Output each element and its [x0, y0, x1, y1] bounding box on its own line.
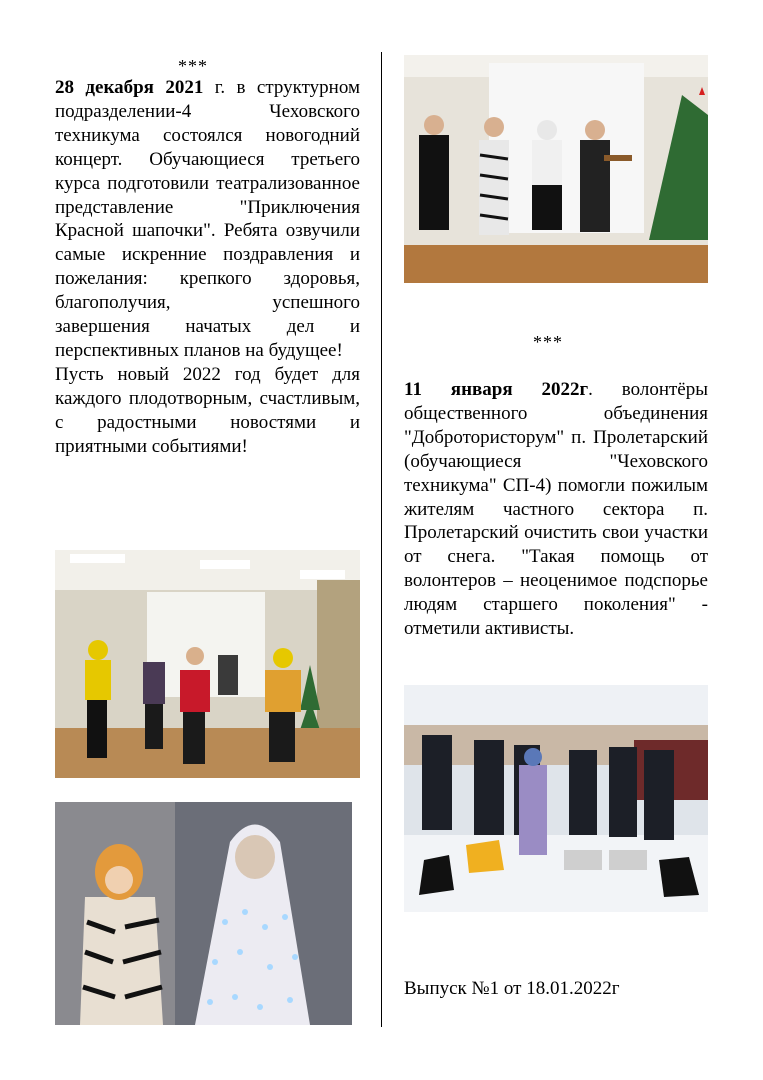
- photo-volunteers-shovels: [404, 685, 708, 912]
- column-divider: [381, 52, 382, 1027]
- article-new-year-concert: [55, 76, 360, 459]
- article-body: . волонтёры общественного объединения "Добротористорум" п. Пролетарский (обучающиеся "Чеховского техникума" СП-4) помогли пожилым жителям частного сектора п. Пролетарский очистить свои участки от снега. "Такая помощь от волонтеров – неоценимое подспорье людям старшего поколения" - отметили активисты.: [404, 379, 708, 640]
- issue-number: Выпуск №1 от 18.01.2022г: [404, 978, 620, 999]
- article-date: 11 января 2022г: [404, 379, 589, 400]
- article-body: г. в структурном подразделении-4 Чеховского техникума состоялся новогодний концерт. Обучающиеся третьего курса подготовили театрализованное представление "Приключения Красной шапочки". Ребята озвучили самые искренние поздравления и пожелания: крепкого здоровья, благополучия, успешного завершения начатых дел и перспективных планов на будущее!: [55, 77, 361, 361]
- article-date: 28 декабря 2021: [55, 77, 204, 98]
- photo-concert-dancers: [55, 550, 360, 778]
- article-wish: Пусть новый 2022 год будет для каждого плодотворным, счастливым, с радостными новостями и приятными событиями!: [55, 363, 360, 457]
- photo-stage-performers: [404, 55, 708, 283]
- section-separator-stars: ***: [533, 332, 563, 352]
- photo-costumes-tiger-snow: [55, 802, 352, 1025]
- article-volunteers-snow: [404, 378, 708, 641]
- section-separator-stars: ***: [178, 56, 208, 76]
